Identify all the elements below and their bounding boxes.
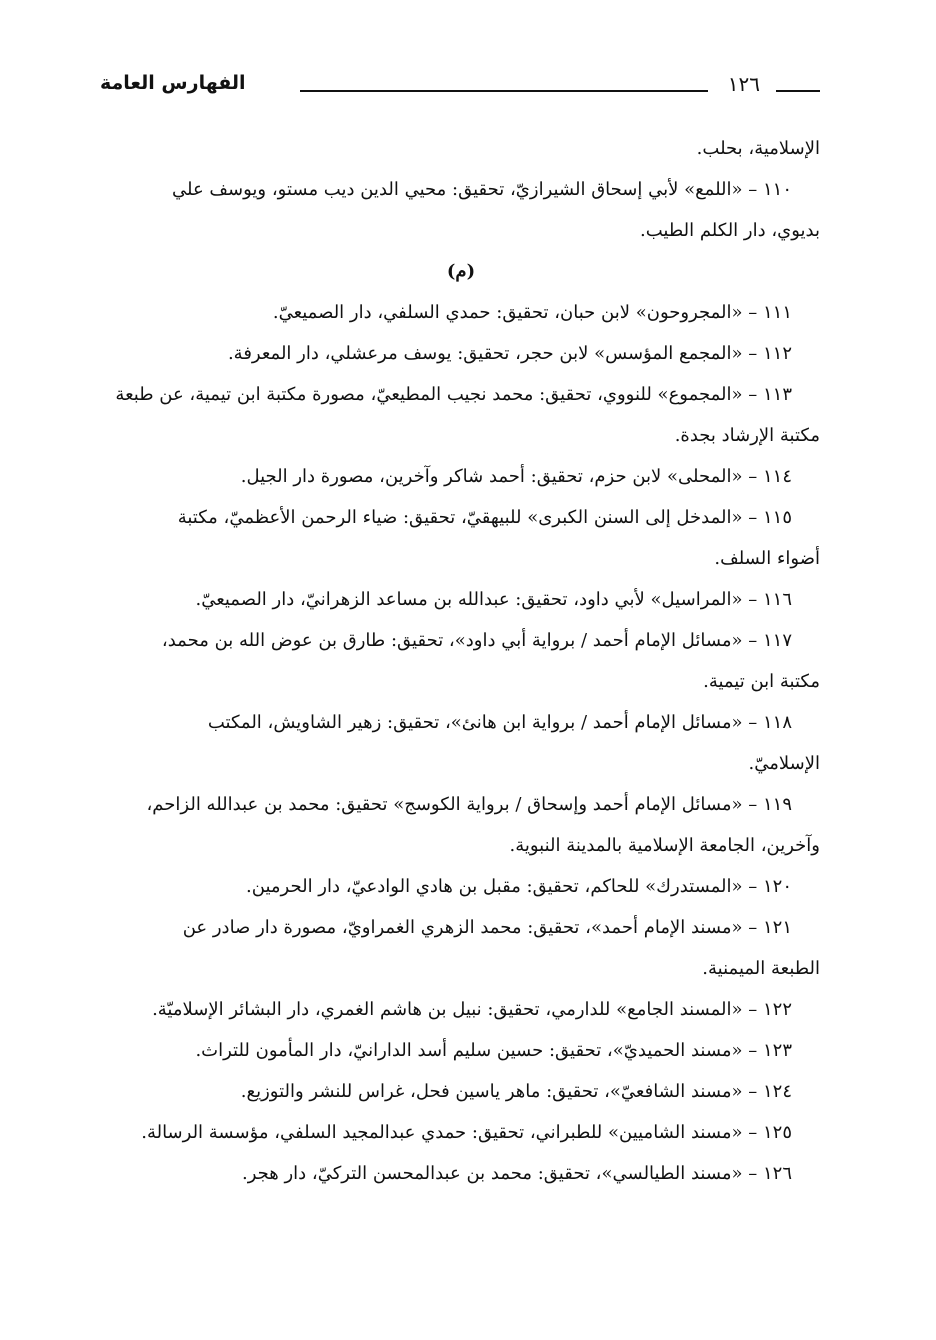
list-item: ١١٦ – «المراسيل» لأبي داود، تحقيق: عبدالله بن مساعد الزهرانيّ، دار الصميعيّ. [195,589,792,610]
text-line: مكتبة الإرشاد بجدة. [674,425,820,446]
running-header [100,70,820,110]
header-title: الفهارس العامة [100,72,246,94]
list-item: ١٢٥ – «مسند الشاميين» للطبراني، تحقيق: حمدي عبدالمجيد السلفي، مؤسسة الرسالة. [141,1122,792,1143]
page-number: ١٢٦ [727,72,760,96]
list-item: ١٢١ – «مسند الإمام أحمد»، تحقيق: محمد الزهري الغمراويّ، مصورة دار صادر عن [182,917,792,938]
text-line: الإسلامية، بحلب. [696,138,820,159]
list-item: ١٢٢ – «المسند الجامع» للدارمي، تحقيق: نبيل بن هاشم الغمري، دار البشائر الإسلاميّة. [152,999,792,1020]
list-item: ١١١ – «المجروحون» لابن حبان، تحقيق: حمدي السلفي، دار الصميعيّ. [272,302,792,323]
list-item: ١١٢ – «المجمع المؤسس» لابن حجر، تحقيق: يوسف مرعشلي، دار المعرفة. [227,343,792,364]
text-line: أضواء السلف. [714,548,820,569]
list-item: ١١٠ – «اللمع» لأبي إسحاق الشيرازيّ، تحقيق: محيي الدين ديب مستو، ويوسف علي [171,179,792,200]
list-item: ١٢٠ – «المستدرك» للحاكم، تحقيق: مقبل بن هادي الوادعيّ، دار الحرمين. [246,876,792,897]
list-item: ١١٤ – «المحلى» لابن حزم، تحقيق: أحمد شاكر وآخرين، مصورة دار الجيل. [240,466,792,487]
section-heading: (م) [446,261,476,282]
text-line: مكتبة ابن تيمية. [703,671,820,692]
list-item: ١٢٤ – «مسند الشافعيّ»، تحقيق: ماهر ياسين فحل، غراس للنشر والتوزيع. [240,1081,792,1102]
text-line: الطبعة الميمنية. [702,958,820,979]
list-item: ١١٩ – «مسائل الإمام أحمد وإسحاق / برواية الكوسج» تحقيق: محمد بن عبدالله الزاحم، [146,794,792,815]
list-item: ١١٣ – «المجموع» للنووي، تحقيق: محمد نجيب المطيعيّ، مصورة مكتبة ابن تيمية، عن طبعة [115,384,792,405]
list-item: ١٢٦ – «مسند الطيالسي»، تحقيق: محمد بن عبدالمحسن التركيّ، دار هجر. [241,1163,792,1184]
header-rule-short [776,90,820,92]
text-line: بديوي، دار الكلم الطيب. [640,220,820,241]
list-item: ١٢٣ – «مسند الحميديّ»، تحقيق: حسين سليم أسد الدارانيّ، دار المأمون للتراث. [195,1040,792,1061]
list-item: ١١٥ – «المدخل إلى السنن الكبرى» للبيهقيّ، تحقيق: ضياء الرحمن الأعظميّ، مكتبة [177,507,792,528]
list-item: ١١٧ – «مسائل الإمام أحمد / برواية أبي داود»، تحقيق: طارق بن عوض الله بن محمد، [161,630,792,651]
bibliography-list [102,128,820,1194]
text-line: وآخرين، الجامعة الإسلامية بالمدينة النبوية. [509,835,820,856]
text-line: الإسلاميّ. [748,753,820,774]
list-item: ١١٨ – «مسائل الإمام أحمد / برواية ابن هانئ»، تحقيق: زهير الشاويش، المكتب [207,712,792,733]
header-rule [300,90,708,92]
